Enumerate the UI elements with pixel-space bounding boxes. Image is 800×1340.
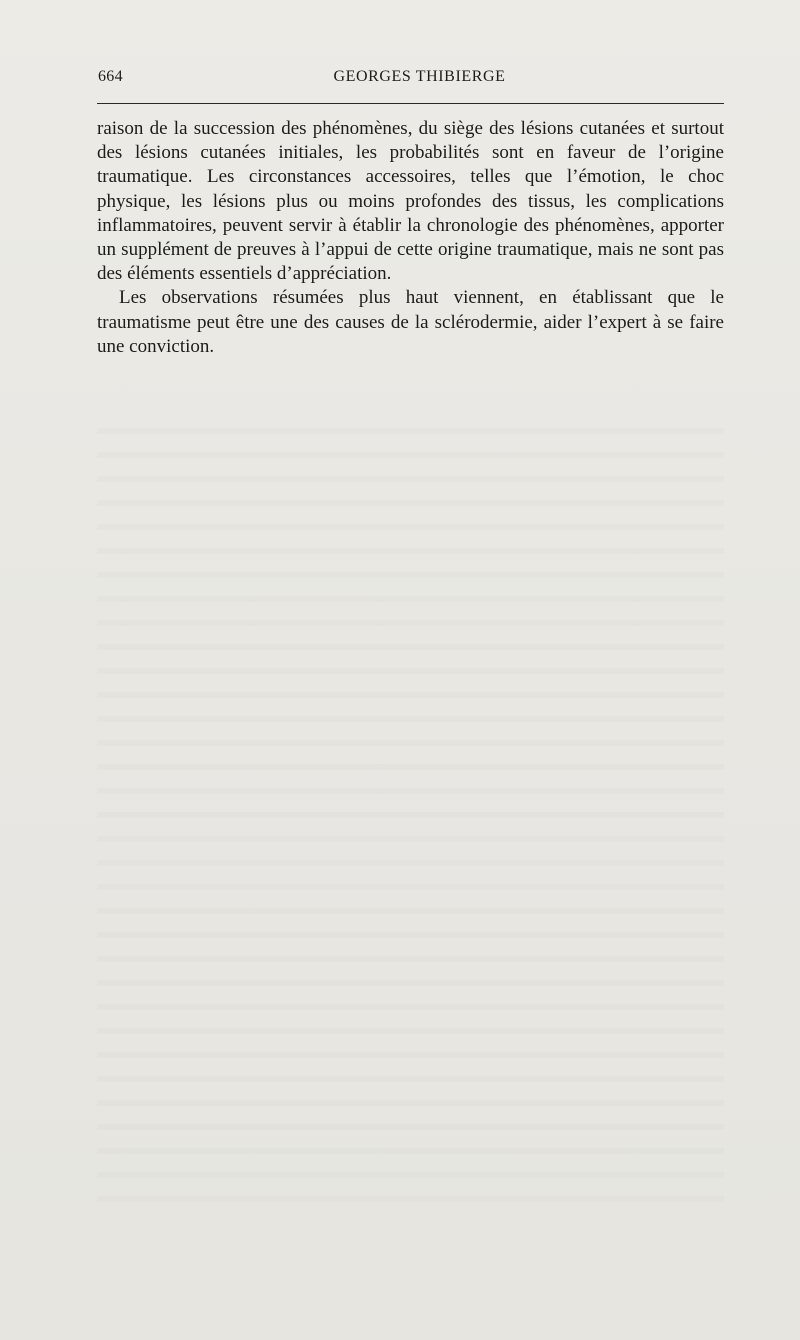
body-text bbox=[97, 117, 724, 359]
page-number: 664 bbox=[98, 68, 123, 85]
show-through-texture bbox=[97, 410, 724, 1210]
paragraph-continuation: raison de la succession des phénomènes, du siège des lésions cutanées et surtout des lésions cutanées initiales, les probabilités sont en faveur de l’origine traumatique. Les circonstances accessoires, telles que l’émotion, le choc physique, les lésions plus ou moins profondes des tissus, les complications inflammatoires, peuvent servir à établir la chronologie des phénomènes, apporter un supplément de preuves à l’appui de cette origine traumatique, mais ne sont pas des éléments essentiels d’appréciation. bbox=[97, 118, 724, 285]
running-title: GEORGES THIBIERGE bbox=[333, 68, 506, 85]
running-header bbox=[97, 64, 724, 94]
paragraph-conclusion: Les observations résumées plus haut viennent, en établissant que le traumatisme peut être une des causes de la sclérodermie, aider l’expert à se faire une conviction. bbox=[97, 287, 724, 357]
header-rule bbox=[97, 103, 724, 104]
